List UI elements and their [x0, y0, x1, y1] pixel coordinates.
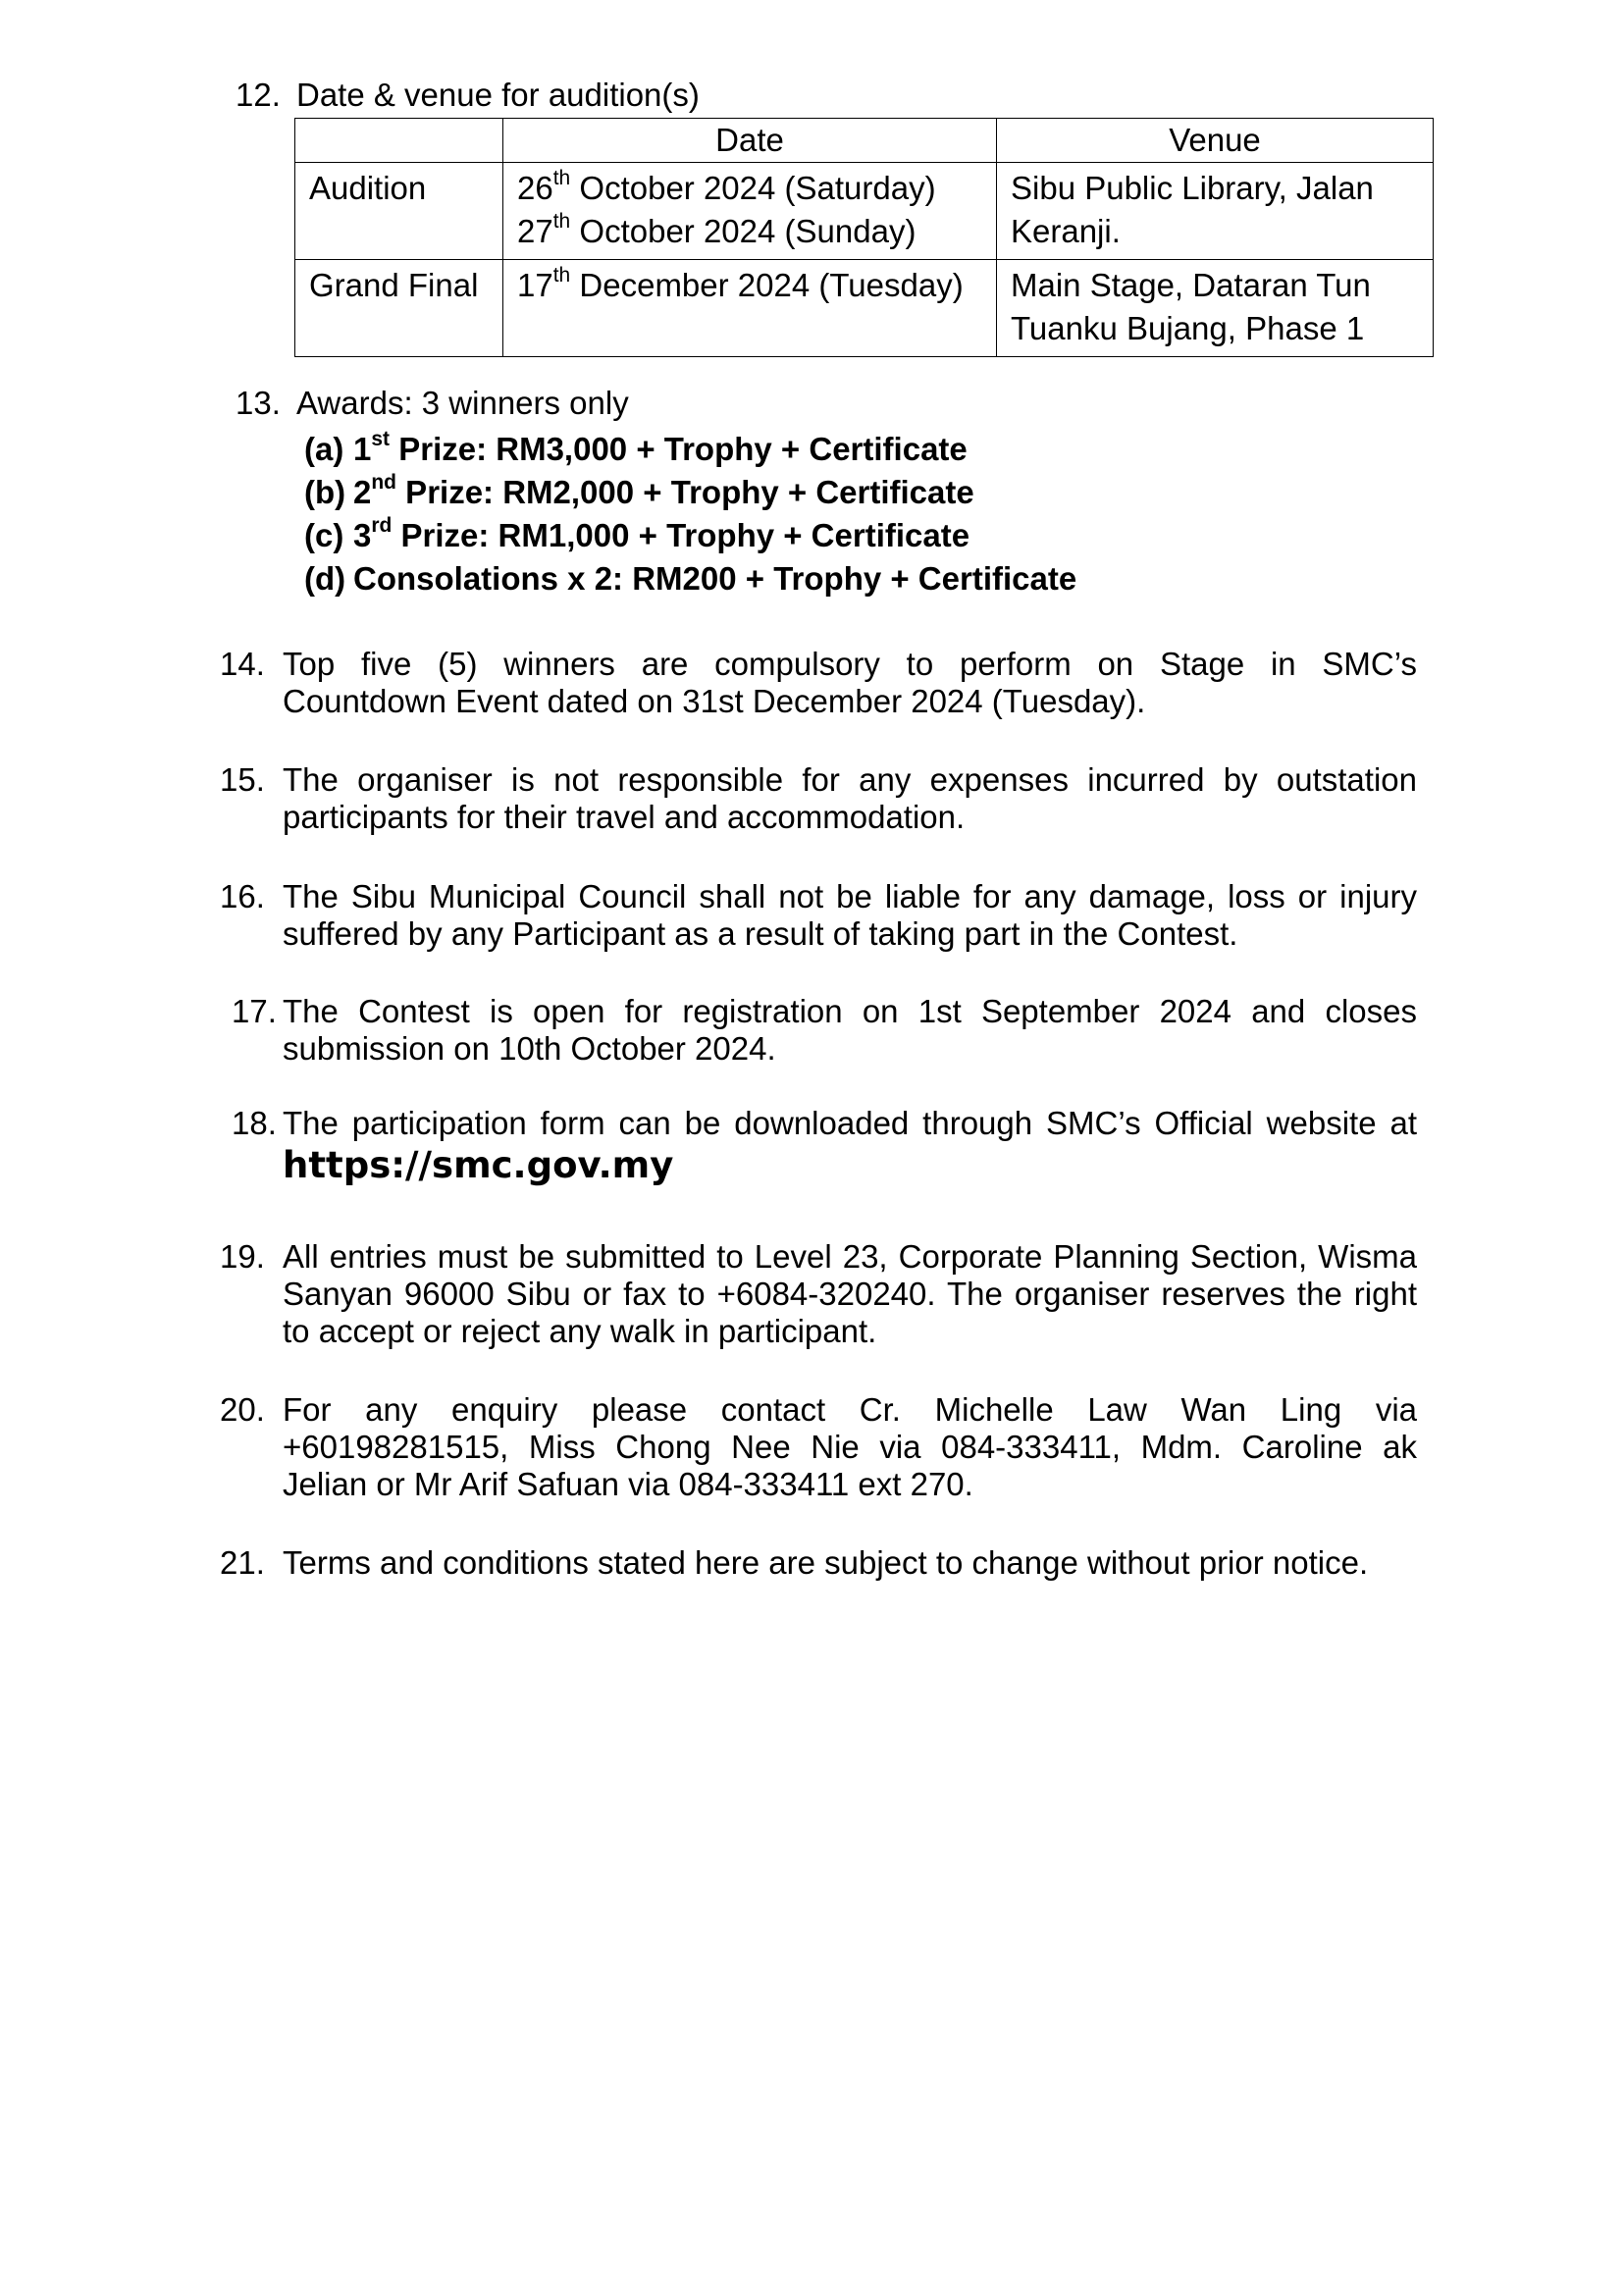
- item-15: [220, 761, 1417, 836]
- award-rank: 3: [353, 517, 372, 553]
- item-13-heading: [236, 385, 629, 422]
- date-suffix: th: [552, 167, 571, 189]
- award-text: Prize: RM3,000 + Trophy + Certificate: [390, 431, 968, 467]
- item-text: [283, 993, 1417, 1068]
- text-line: Countdown Event dated on 31st December 2024 (Tuesday).: [283, 683, 1146, 719]
- item-number: 12.: [236, 77, 281, 113]
- date-day: 17: [517, 267, 553, 303]
- date-day: 27: [517, 213, 553, 249]
- table-header-venue: Venue: [997, 119, 1434, 163]
- date-line: [517, 264, 982, 307]
- text-line: submission on 10th October 2024.: [283, 1030, 776, 1067]
- text-line: All entries must be submitted to Level 23, Corporate Planning Section, Wisma: [283, 1238, 1417, 1275]
- item-text: [283, 646, 1417, 720]
- text-line: For any enquiry please contact Cr. Michelle Law Wan Ling via: [283, 1391, 1417, 1428]
- date-day: 26: [517, 170, 553, 206]
- date-rest: October 2024 (Sunday): [570, 213, 917, 249]
- venue-line: Sibu Public Library, Jalan: [1011, 170, 1374, 206]
- item-text: [283, 1238, 1417, 1350]
- award-rank: 1: [353, 431, 372, 467]
- item-number: 16.: [220, 878, 265, 914]
- award-suffix: nd: [371, 471, 397, 494]
- item-text: [283, 878, 1417, 953]
- item-21: [220, 1544, 1417, 1582]
- text-line: Terms and conditions stated here are subject to change without prior notice.: [283, 1544, 1369, 1581]
- award-rank: 2: [353, 474, 372, 510]
- item-17: [232, 993, 1417, 1068]
- text-line: Jelian or Mr Arif Safuan via 084-333411 ext 270.: [283, 1466, 973, 1502]
- award-item: [304, 557, 1076, 600]
- item-number: 15.: [220, 761, 265, 798]
- row-dates: [503, 163, 997, 260]
- item-19: [220, 1238, 1417, 1350]
- row-dates: [503, 260, 997, 357]
- date-line: [517, 210, 982, 253]
- venue-line: Tuanku Bujang, Phase 1: [1011, 310, 1365, 346]
- item-18: [232, 1105, 1417, 1189]
- item-number: 14.: [220, 646, 265, 682]
- item-number: 21.: [220, 1544, 265, 1581]
- award-item: [304, 471, 1076, 514]
- venue-line: Keranji.: [1011, 213, 1121, 249]
- award-suffix: st: [371, 428, 391, 450]
- award-label: (a): [304, 431, 344, 467]
- text-line: participants for their travel and accommodation.: [283, 799, 966, 835]
- item-text: [283, 1105, 1417, 1189]
- awards-list: [304, 428, 1076, 600]
- item-number: 19.: [220, 1238, 265, 1275]
- table-header-cell: [295, 119, 503, 163]
- item-20: [220, 1391, 1417, 1503]
- item-title: Awards: 3 winners only: [296, 385, 629, 421]
- item-title: Date & venue for audition(s): [296, 77, 700, 113]
- text-line: The organiser is not responsible for any expenses incurred by outstation: [283, 761, 1417, 798]
- table-row: [295, 260, 1434, 357]
- row-label: Audition: [295, 163, 503, 260]
- website-url[interactable]: https://smc.gov.my: [283, 1144, 674, 1186]
- item-16: [220, 878, 1417, 953]
- item-14: [220, 646, 1417, 720]
- date-rest: December 2024 (Tuesday): [570, 267, 964, 303]
- date-rest: October 2024 (Saturday): [570, 170, 936, 206]
- row-venue: [997, 163, 1434, 260]
- item-number: 17.: [232, 993, 277, 1029]
- text-line: suffered by any Participant as a result of taking part in the Contest.: [283, 915, 1238, 952]
- text-line: Sanyan 96000 Sibu or fax to +6084-320240. The organiser reserves the right: [283, 1276, 1417, 1312]
- venue-line: Main Stage, Dataran Tun: [1011, 267, 1371, 303]
- text-line: The Sibu Municipal Council shall not be liable for any damage, loss or injury: [283, 878, 1417, 914]
- row-label: Grand Final: [295, 260, 503, 357]
- award-item: [304, 428, 1076, 471]
- row-venue: [997, 260, 1434, 357]
- table-header-row: [295, 119, 1434, 163]
- award-label: (b): [304, 474, 346, 510]
- text-line: The Contest is open for registration on 1st September 2024 and closes: [283, 993, 1417, 1029]
- award-text: Consolations x 2: RM200 + Trophy + Certificate: [353, 560, 1077, 597]
- item-text: [283, 1544, 1417, 1582]
- award-text: Prize: RM2,000 + Trophy + Certificate: [396, 474, 974, 510]
- item-12-heading: [236, 77, 700, 114]
- item-text: [283, 1391, 1417, 1503]
- item-number: 13.: [236, 385, 281, 421]
- text-line: The participation form can be downloaded through SMC’s Official website at: [283, 1105, 1417, 1141]
- item-number: 20.: [220, 1391, 265, 1428]
- award-label: (c): [304, 517, 344, 553]
- item-text: [283, 761, 1417, 836]
- date-suffix: th: [552, 264, 571, 287]
- award-text: Prize: RM1,000 + Trophy + Certificate: [392, 517, 970, 553]
- text-line: Top five (5) winners are compulsory to perform on Stage in SMC’s: [283, 646, 1417, 682]
- table-row: [295, 163, 1434, 260]
- text-line: +60198281515, Miss Chong Nee Nie via 084-333411, Mdm. Caroline ak: [283, 1429, 1417, 1465]
- audition-venue-table: [294, 118, 1434, 357]
- award-suffix: rd: [371, 514, 393, 537]
- award-label: (d): [304, 560, 346, 597]
- text-line: to accept or reject any walk in participant.: [283, 1313, 877, 1349]
- date-suffix: th: [552, 210, 571, 233]
- date-line: [517, 167, 982, 210]
- award-item: [304, 514, 1076, 557]
- table-header-date: Date: [503, 119, 997, 163]
- item-number: 18.: [232, 1105, 277, 1141]
